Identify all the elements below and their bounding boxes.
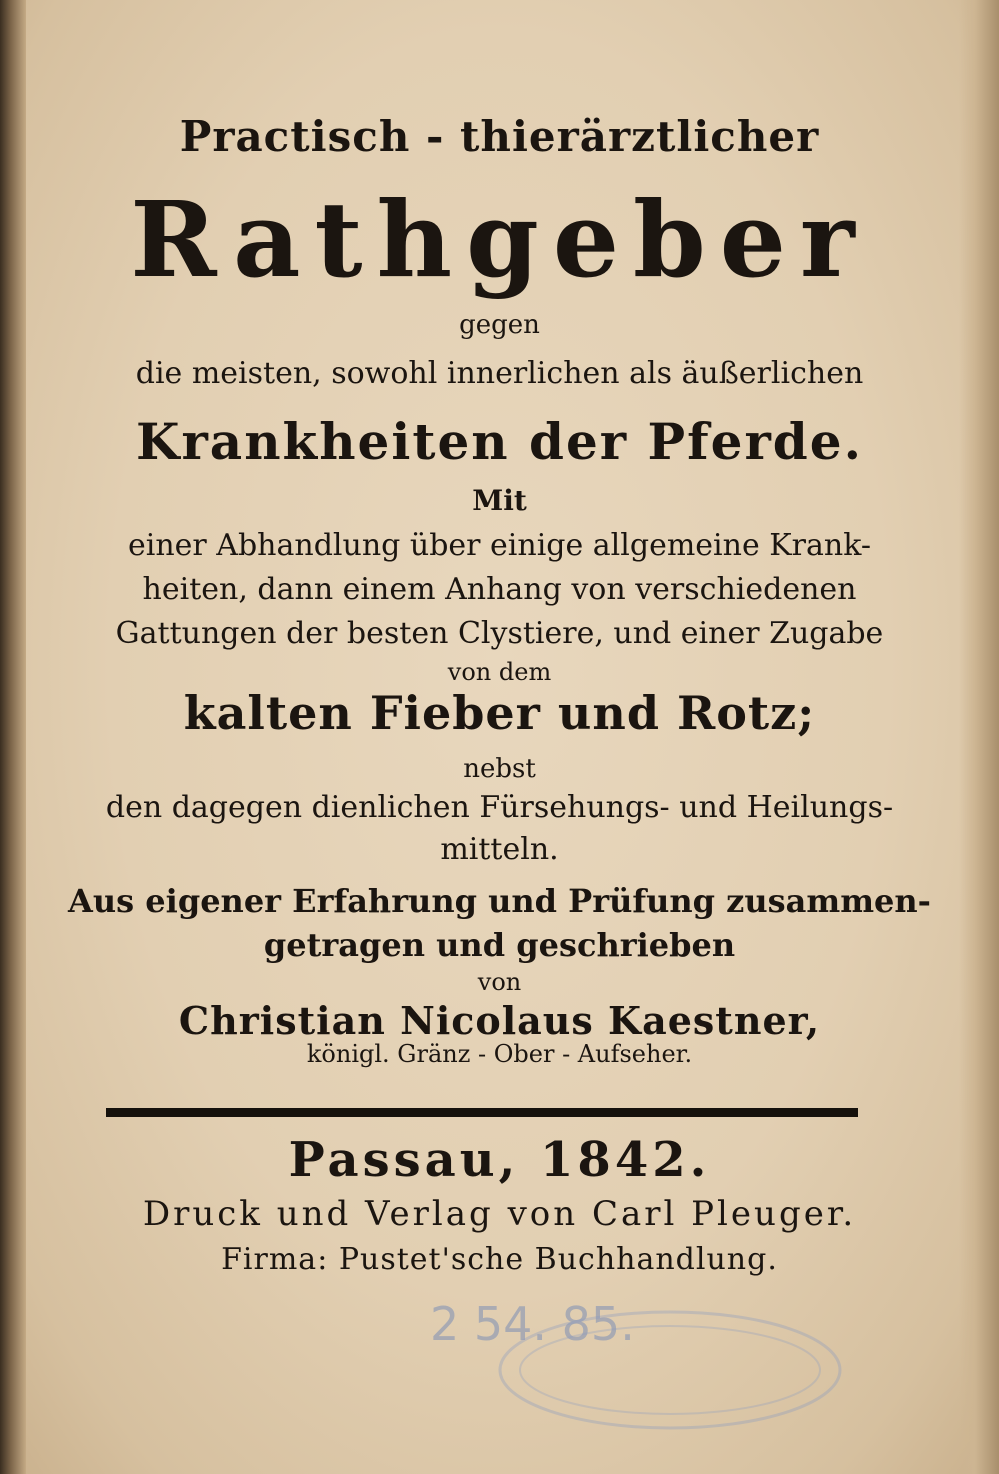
subject-heading: Krankheiten der Pferde.	[136, 412, 863, 471]
source-line-2: getragen und geschrieben	[263, 926, 736, 964]
library-stamp	[420, 1290, 850, 1440]
description-line-1: einer Abhandlung über einige allgemeine Krank-	[128, 528, 871, 563]
divider-rule	[106, 1108, 858, 1117]
source-line-1: Aus eigener Erfahrung und Prüfung zusammen-	[68, 882, 931, 920]
description-line-2: heiten, dann einem Anhang von verschiedenen	[142, 572, 857, 607]
stamp-handwritten-number: 2 54. 85.	[430, 1297, 635, 1351]
subtitle-line: Practisch - thierärztlicher	[179, 112, 820, 161]
author-name: Christian Nicolaus Kaestner,	[178, 998, 821, 1043]
von-line: von	[477, 968, 522, 996]
printer-line: Druck und Verlag von Carl Pleuger.	[142, 1194, 857, 1234]
fever-heading: kalten Fieber und Rotz;	[183, 686, 816, 740]
place-year: Passau, 1842.	[288, 1132, 711, 1188]
description-line-7: den dagegen dienlichen Fürsehungs- und Heilungs-	[105, 790, 894, 825]
scope-line: die meisten, sowohl innerlichen als äußerlichen	[135, 356, 864, 391]
description-line-3: Gattungen der besten Clystiere, und einer Zugabe	[115, 616, 884, 651]
description-line-8: mitteln.	[440, 832, 559, 867]
author-title: königl. Gränz - Ober - Aufseher.	[306, 1040, 693, 1068]
main-title: Rathgeber	[130, 178, 869, 301]
gegen-line: gegen	[459, 310, 540, 340]
mit-line: Mit	[472, 484, 527, 517]
description-line-4: von dem	[447, 658, 552, 686]
firm-line: Firma: Pustet'sche Buchhandlung.	[221, 1242, 778, 1277]
nebst-line: nebst	[463, 754, 536, 784]
